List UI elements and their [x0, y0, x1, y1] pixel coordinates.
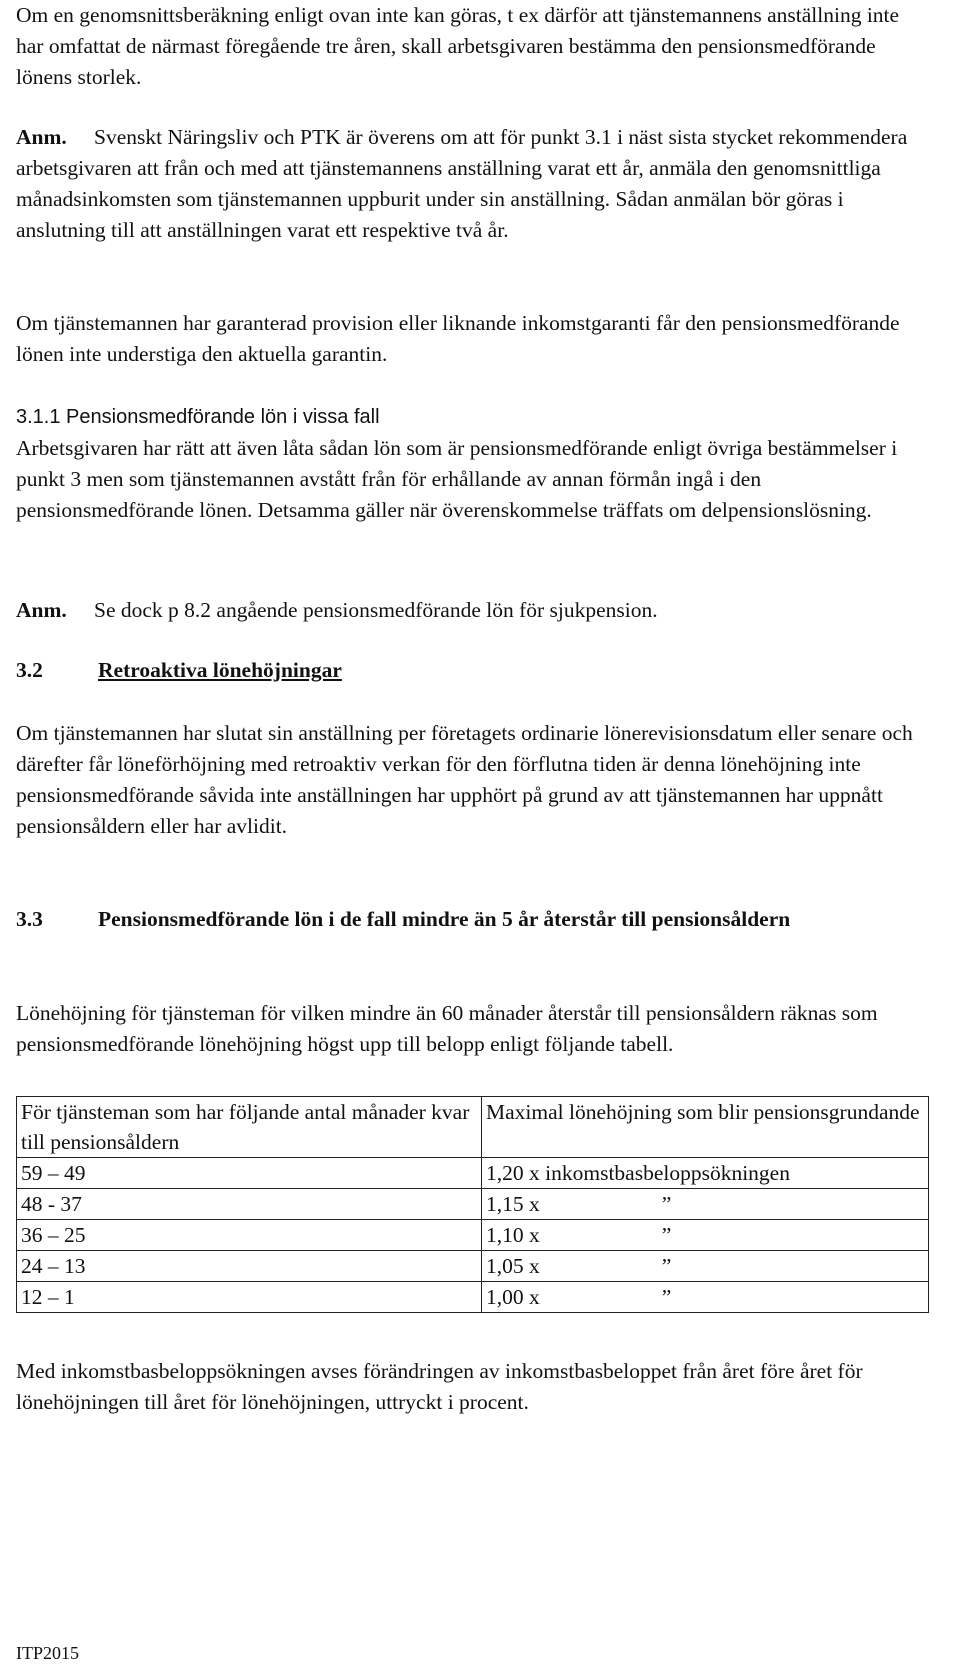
ditto-mark: ”	[661, 1223, 672, 1247]
section-heading-3-2	[16, 655, 342, 686]
table-cell-value	[482, 1158, 929, 1189]
note-label: Anm.	[16, 125, 67, 149]
table-cell-months: 24 – 13	[17, 1251, 482, 1282]
ditto-mark: ”	[661, 1285, 672, 1309]
paragraph-retroactive: Om tjänstemannen har slutat sin anställning per företagets ordinarie lönerevisionsdatum eller senare och därefter får löneförhöjning med retroaktiv verkan för den förflutna tiden är denna lönehöjning inte pensionsmedförande såvida inte anställningen har upphört på grund av att tjänstemannen har uppnått pensionsåldern eller har avlidit.	[16, 721, 913, 838]
section-title: Pensionsmedförande lön i de fall mindre än 5 år återstår till pensionsåldern	[98, 907, 791, 931]
value-text: 1,05 x	[486, 1254, 540, 1278]
value-text: 1,10 x	[486, 1223, 540, 1247]
table-cell-value	[482, 1251, 929, 1282]
note-label-2: Anm.	[16, 598, 67, 622]
paragraph-employer-right: Arbetsgivaren har rätt att även låta sådan lön som är pensionsmedförande enligt övriga bestämmelser i punkt 3 men som tjänstemannen avstått från för erhållande av annan förmån ingå i den pensionsmedförande lönen. Detsamma gäller när överenskommelse träffats om delpensionslösning.	[16, 436, 898, 522]
table-header-cell: Maximal lönehöjning som blir pensionsgrundande	[482, 1097, 929, 1158]
table-cell-months: 36 – 25	[17, 1220, 482, 1251]
paragraph-guarantee: Om tjänstemannen har garanterad provision eller liknande inkomstgaranti får den pensionsmedförande lönen inte understiga den aktuella garantin.	[16, 311, 900, 366]
paragraph-intro: Om en genomsnittsberäkning enligt ovan inte kan göras, t ex därför att tjänstemannens anställning inte har omfattat de närmast föregående tre åren, skall arbetsgivaren bestämma den pensionsmedförande lönens storlek.	[16, 3, 900, 89]
ditto-mark: ”	[661, 1254, 672, 1278]
table-row	[17, 1220, 929, 1251]
table-header-cell: För tjänsteman som har följande antal månader kvar till pensionsåldern	[17, 1097, 482, 1158]
page-footer: ITP2015	[16, 1643, 79, 1663]
ditto-mark: ”	[661, 1192, 672, 1216]
table-row	[17, 1158, 929, 1189]
table-cell-value	[482, 1220, 929, 1251]
section-number: 3.2	[16, 658, 43, 682]
table-cell-months: 12 – 1	[17, 1282, 482, 1313]
paragraph-salary-increase: Lönehöjning för tjänsteman för vilken mindre än 60 månader återstår till pensionsåldern räknas som pensionsmedförande lönehöjning högst upp till belopp enligt följande tabell.	[16, 1001, 878, 1056]
section-number: 3.3	[16, 907, 43, 931]
table-cell-months: 48 - 37	[17, 1189, 482, 1220]
table-cell-value	[482, 1282, 929, 1313]
paragraph-definition: Med inkomstbasbeloppsökningen avses förändringen av inkomstbasbeloppet från året före året för lönehöjningen till året för lönehöjningen, uttryckt i procent.	[16, 1359, 863, 1414]
section-title: Retroaktiva lönehöjningar	[98, 658, 342, 682]
subsection-heading: 3.1.1 Pensionsmedförande lön i vissa fall	[16, 406, 380, 428]
note-text: Svenskt Näringsliv och PTK är överens om att för punkt 3.1 i näst sista stycket rekommendera arbetsgivaren att från och med att tjänstemannens anställning varat ett år, anmäla den genomsnittliga månadsinkomsten som tjänstemannen uppburit under sin anställning. Sådan anmälan bör göras i anslutning till att anställningen varat ett respektive två år.	[16, 125, 908, 242]
table-cell-months: 59 – 49	[17, 1158, 482, 1189]
section-heading-3-3	[16, 904, 960, 935]
table-header-row	[17, 1097, 929, 1158]
table-row	[17, 1282, 929, 1313]
note-text-2: Se dock p 8.2 angående pensionsmedförande lön för sjukpension.	[94, 598, 658, 622]
note-paragraph-2	[16, 595, 658, 626]
value-text: 1,00 x	[486, 1285, 540, 1309]
table-row	[17, 1251, 929, 1282]
table-cell-value	[482, 1189, 929, 1220]
salary-increase-table	[16, 1096, 929, 1313]
value-text: 1,20 x inkomstbasbeloppsökningen	[486, 1161, 790, 1185]
value-text: 1,15 x	[486, 1192, 540, 1216]
table-row	[17, 1189, 929, 1220]
note-paragraph	[16, 122, 929, 246]
